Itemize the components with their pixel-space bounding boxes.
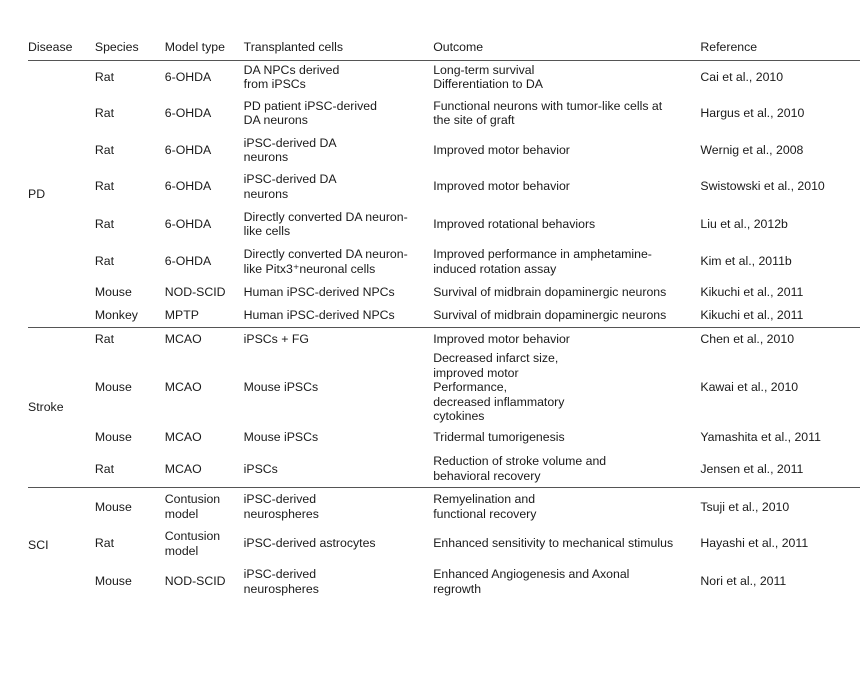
outcome-cell-line: Improved motor behavior xyxy=(433,179,570,194)
outcome-cell-line: Long-term survival xyxy=(433,62,535,77)
outcome-cell xyxy=(433,451,700,488)
outcome-cell-line: Performance, xyxy=(433,380,507,395)
table-row xyxy=(28,328,860,351)
species-cell: Rat xyxy=(94,254,115,269)
outcome-cell-line: Improved motor behavior xyxy=(433,332,570,346)
table-row xyxy=(28,304,860,328)
table-body xyxy=(28,61,860,602)
header-model-type: Model type xyxy=(164,39,225,54)
reference-cell: Yamashita et al., 2011 xyxy=(700,430,821,445)
table-row xyxy=(28,133,860,168)
model-type-cell xyxy=(165,243,244,281)
transplanted-cells-cell-line: iPSCs + FG xyxy=(243,332,309,346)
reference-cell: Wernig et al., 2008 xyxy=(700,142,804,157)
transplanted-cells-cell-line: DA neurons xyxy=(243,113,308,127)
transplanted-cells-cell xyxy=(244,61,434,94)
transplanted-cells-cell xyxy=(244,304,434,328)
species-cell: Mouse xyxy=(94,574,132,589)
reference-cell: Kikuchi et al., 2011 xyxy=(700,308,804,322)
model-type-cell xyxy=(165,526,244,562)
transplanted-cells-cell xyxy=(244,488,434,526)
reference-cell: Hargus et al., 2010 xyxy=(700,105,805,120)
model-type-cell-line: 6-OHDA xyxy=(164,254,212,269)
table-row xyxy=(28,451,860,488)
header-disease: Disease xyxy=(28,39,73,54)
transplanted-cells-cell-line: Directly converted DA neuron- xyxy=(243,247,408,261)
disease-cell: SCI xyxy=(28,488,95,602)
outcome-cell-line: Survival of midbrain dopaminergic neurons xyxy=(433,308,667,322)
model-type-cell xyxy=(165,351,244,425)
reference-cell: Jensen et al., 2011 xyxy=(700,461,804,476)
table-row xyxy=(28,243,860,281)
model-type-cell xyxy=(165,94,244,133)
header-row xyxy=(28,34,860,61)
model-type-cell-line: model xyxy=(164,543,199,558)
species-cell: Mouse xyxy=(94,284,132,299)
model-type-cell xyxy=(165,61,244,94)
disease-cell: PD xyxy=(28,186,46,201)
reference-cell: Chen et al., 2010 xyxy=(700,328,860,351)
transplanted-cells-cell xyxy=(244,328,434,351)
model-type-cell-line: Contusion xyxy=(164,529,221,543)
model-type-cell-line: 6-OHDA xyxy=(164,105,212,120)
table-row xyxy=(28,425,860,451)
model-type-cell-line: 6-OHDA xyxy=(164,216,212,231)
model-type-cell xyxy=(165,168,244,206)
transplanted-cells-cell-line: like Pitx3⁺neuronal cells xyxy=(243,261,376,276)
header-transplanted-cells: Transplanted cells xyxy=(243,39,343,54)
outcome-cell xyxy=(433,488,700,526)
reference-cell: Nori et al., 2011 xyxy=(700,574,787,589)
header-reference: Reference xyxy=(700,39,758,54)
outcome-cell xyxy=(433,304,700,328)
transplanted-cells-cell xyxy=(244,281,434,304)
outcome-cell xyxy=(433,328,700,351)
outcome-cell-line: functional recovery xyxy=(433,506,537,521)
table-row xyxy=(28,281,860,304)
outcome-cell-line: regrowth xyxy=(433,581,482,596)
transplanted-cells-cell-line: neurons xyxy=(243,150,289,164)
transplanted-cells-cell-line: neurospheres xyxy=(243,581,319,596)
species-cell: Rat xyxy=(94,70,115,84)
reference-cell: Kim et al., 2011b xyxy=(700,254,792,269)
transplanted-cells-cell xyxy=(244,526,434,562)
transplanted-cells-cell-line: from iPSCs xyxy=(243,77,306,92)
table-row xyxy=(28,526,860,562)
transplanted-cells-cell-line: Directly converted DA neuron- xyxy=(243,209,408,224)
transplanted-cells-cell xyxy=(244,206,434,243)
transplanted-cells-cell xyxy=(244,451,434,488)
outcome-cell-line: Remyelination and xyxy=(433,492,536,507)
outcome-cell-line: the site of graft xyxy=(433,113,515,127)
species-cell: Rat xyxy=(94,536,115,551)
model-type-cell xyxy=(165,328,244,351)
outcome-cell xyxy=(433,351,700,425)
transplanted-cells-cell-line: PD patient iPSC-derived xyxy=(243,98,377,113)
model-type-cell xyxy=(165,562,244,602)
reference-cell: Cai et al., 2010 xyxy=(700,70,784,84)
outcome-cell-line: decreased inflammatory xyxy=(433,394,565,409)
model-type-cell-line: MCAO xyxy=(164,461,202,476)
species-cell: Rat xyxy=(94,105,115,120)
model-type-cell-line: MPTP xyxy=(164,308,199,322)
outcome-cell-line: Improved performance in amphetamine- xyxy=(433,247,652,261)
transplanted-cells-cell-line: Human iPSC-derived NPCs xyxy=(243,308,395,322)
table-row xyxy=(28,94,860,133)
outcome-cell xyxy=(433,562,700,602)
outcome-cell-line: Improved rotational behaviors xyxy=(433,216,596,231)
model-type-cell xyxy=(165,281,244,304)
outcome-cell-line: Differentiation to DA xyxy=(433,77,544,92)
outcome-cell xyxy=(433,425,700,451)
model-type-cell xyxy=(165,206,244,243)
species-cell: Rat xyxy=(94,461,115,476)
reference-cell: Kikuchi et al., 2011 xyxy=(700,284,804,299)
model-type-cell-line: NOD-SCID xyxy=(164,574,226,589)
outcome-cell-line: Decreased infarct size, xyxy=(433,351,559,366)
transplanted-cells-cell xyxy=(244,168,434,206)
table-row xyxy=(28,351,860,425)
transplanted-cells-cell-line: iPSC-derived xyxy=(243,567,317,581)
model-type-cell-line: Contusion xyxy=(164,492,221,507)
outcome-cell xyxy=(433,281,700,304)
model-type-cell-line: model xyxy=(164,506,199,521)
table-header xyxy=(28,34,860,61)
outcome-cell xyxy=(433,94,700,133)
outcome-cell xyxy=(433,168,700,206)
model-type-cell-line: MCAO xyxy=(164,430,202,445)
model-type-cell-line: NOD-SCID xyxy=(164,284,226,299)
outcome-cell xyxy=(433,206,700,243)
transplanted-cells-cell-line: like cells xyxy=(243,224,291,238)
outcome-cell-line: improved motor xyxy=(433,365,519,380)
outcome-cell xyxy=(433,133,700,168)
transplantation-table xyxy=(28,34,860,602)
table-row xyxy=(28,206,860,243)
outcome-cell-line: cytokines xyxy=(433,409,485,424)
outcome-cell-line: Improved motor behavior xyxy=(433,142,570,157)
transplanted-cells-cell-line: neurons xyxy=(243,186,289,201)
transplanted-cells-cell-line: DA NPCs derived xyxy=(243,62,340,77)
model-type-cell xyxy=(165,304,244,328)
transplanted-cells-cell xyxy=(244,351,434,425)
outcome-cell-line: behavioral recovery xyxy=(433,468,541,483)
outcome-cell-line: Enhanced sensitivity to mechanical stimulus xyxy=(433,536,674,551)
transplanted-cells-cell xyxy=(244,562,434,602)
model-type-cell-line: 6-OHDA xyxy=(164,142,212,157)
transplanted-cells-cell-line: iPSC-derived xyxy=(243,492,317,507)
outcome-cell-line: Tridermal tumorigenesis xyxy=(433,430,565,445)
outcome-cell-line: Functional neurons with tumor-like cells at xyxy=(433,98,663,113)
transplanted-cells-cell xyxy=(244,425,434,451)
header-outcome: Outcome xyxy=(433,39,484,54)
transplanted-cells-cell xyxy=(244,133,434,168)
reference-cell: Tsuji et al., 2010 xyxy=(700,488,860,526)
transplanted-cells-cell-line: iPSC-derived DA xyxy=(243,135,337,150)
model-type-cell-line: MCAO xyxy=(164,332,202,346)
table-row xyxy=(28,168,860,206)
outcome-cell xyxy=(433,61,700,94)
species-cell: Monkey xyxy=(94,308,138,322)
species-cell: Rat xyxy=(95,328,165,351)
model-type-cell-line: MCAO xyxy=(164,380,202,395)
species-cell: Rat xyxy=(94,216,115,231)
table-row xyxy=(28,488,860,526)
model-type-cell xyxy=(165,425,244,451)
species-cell: Rat xyxy=(94,179,115,194)
transplanted-cells-cell-line: neurospheres xyxy=(243,506,319,521)
model-type-cell xyxy=(165,488,244,526)
reference-cell: Swistowski et al., 2010 xyxy=(700,179,825,194)
header-species: Species xyxy=(94,39,139,54)
outcome-cell-line: Survival of midbrain dopaminergic neurons xyxy=(433,284,667,299)
transplanted-cells-cell xyxy=(244,243,434,281)
table-row xyxy=(28,61,860,94)
reference-cell: Hayashi et al., 2011 xyxy=(700,536,809,551)
outcome-cell xyxy=(433,526,700,562)
species-cell: Mouse xyxy=(95,488,165,526)
transplanted-cells-cell-line: iPSCs xyxy=(243,461,278,476)
outcome-cell-line: Enhanced Angiogenesis and Axonal xyxy=(433,567,630,581)
outcome-cell xyxy=(433,243,700,281)
disease-cell: Stroke xyxy=(28,328,95,488)
transplanted-cells-cell-line: Mouse iPSCs xyxy=(243,380,319,395)
species-cell: Mouse xyxy=(94,430,132,445)
outcome-cell-line: Reduction of stroke volume and xyxy=(433,454,607,469)
transplanted-cells-cell-line: iPSC-derived DA xyxy=(243,172,337,186)
model-type-cell xyxy=(165,451,244,488)
transplanted-cells-cell xyxy=(244,94,434,133)
transplanted-cells-cell-line: Human iPSC-derived NPCs xyxy=(243,284,395,299)
model-type-cell-line: 6-OHDA xyxy=(164,70,212,84)
species-cell: Mouse xyxy=(94,380,132,395)
species-cell: Rat xyxy=(94,142,115,157)
reference-cell: Kawai et al., 2010 xyxy=(700,380,799,395)
reference-cell: Liu et al., 2012b xyxy=(700,216,788,231)
model-type-cell-line: 6-OHDA xyxy=(164,179,212,194)
transplanted-cells-cell-line: Mouse iPSCs xyxy=(243,430,319,445)
table-row xyxy=(28,562,860,602)
transplanted-cells-cell-line: iPSC-derived astrocytes xyxy=(243,536,376,551)
model-type-cell xyxy=(165,133,244,168)
outcome-cell-line: induced rotation assay xyxy=(433,261,557,276)
